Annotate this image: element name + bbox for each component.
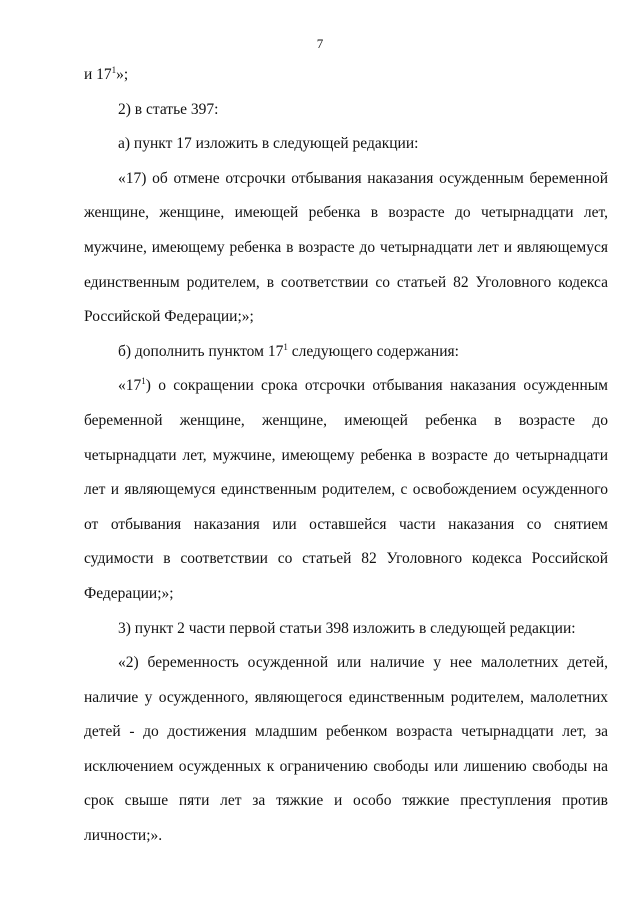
quoted-point-17-1-text: ) о сокращении срока отсрочки отбывания наказания осужденным беременной женщине, женщине, имеющей ребенка в возрасте до четырнадцати лет, мужчине, имеющему ребенка в возрасте до четырнадцати лет и являющемуся единственным родителем, с освобождением осужденного от отбывания наказания или оставшейся части наказания со снятием судимости в соответствии со статьей 82 Уголовного кодекса Российской Федерации;»; [84, 377, 608, 602]
continuation-text-end: »; [116, 66, 129, 83]
superscript-index: 1 [283, 341, 288, 352]
continuation-text: и 17 [84, 66, 112, 83]
superscript-index: 1 [111, 64, 117, 75]
item-article-398: 3) пункт 2 части первой статьи 398 изложить в следующей редакции: [118, 619, 576, 637]
subitem-a: а) пункт 17 изложить в следующей редакции: [118, 135, 419, 153]
page-number: 7 [316, 36, 324, 51]
quoted-point-17-1 [84, 369, 608, 611]
quoted-point-17: «17) об отмене отсрочки отбывания наказания осужденным беременной женщине, женщине, имеющей ребенка в возрасте до четырнадцати лет, мужчине, имеющему ребенка в возрасте до четырнадцати лет и являющемуся единственным родителем, в соответствии со статьей 82 Уголовного кодекса Российской Федерации;»; [84, 169, 608, 326]
subitem-b [84, 335, 608, 370]
continuation-line [84, 58, 608, 93]
subitem-b-text-end: следующего содержания: [287, 342, 459, 360]
quoted-point-2: «2) беременность осужденной или наличие у нее малолетних детей, наличие у осужденного, являющегося единственным родителем, малолетних детей - до достижения младшим ребенком возраста четырнадцати лет, за исключением осужденных к ограничению свободы или лишению свободы на срок свыше пяти лет за тяжкие и особо тяжкие преступления против личности;». [84, 654, 608, 845]
document-body [84, 58, 608, 854]
superscript-index: 1 [141, 376, 146, 387]
quoted-point-17-1-start: «17 [118, 377, 142, 395]
item-article-397: 2) в статье 397: [118, 100, 219, 118]
subitem-b-text: б) дополнить пунктом 17 [118, 342, 284, 360]
